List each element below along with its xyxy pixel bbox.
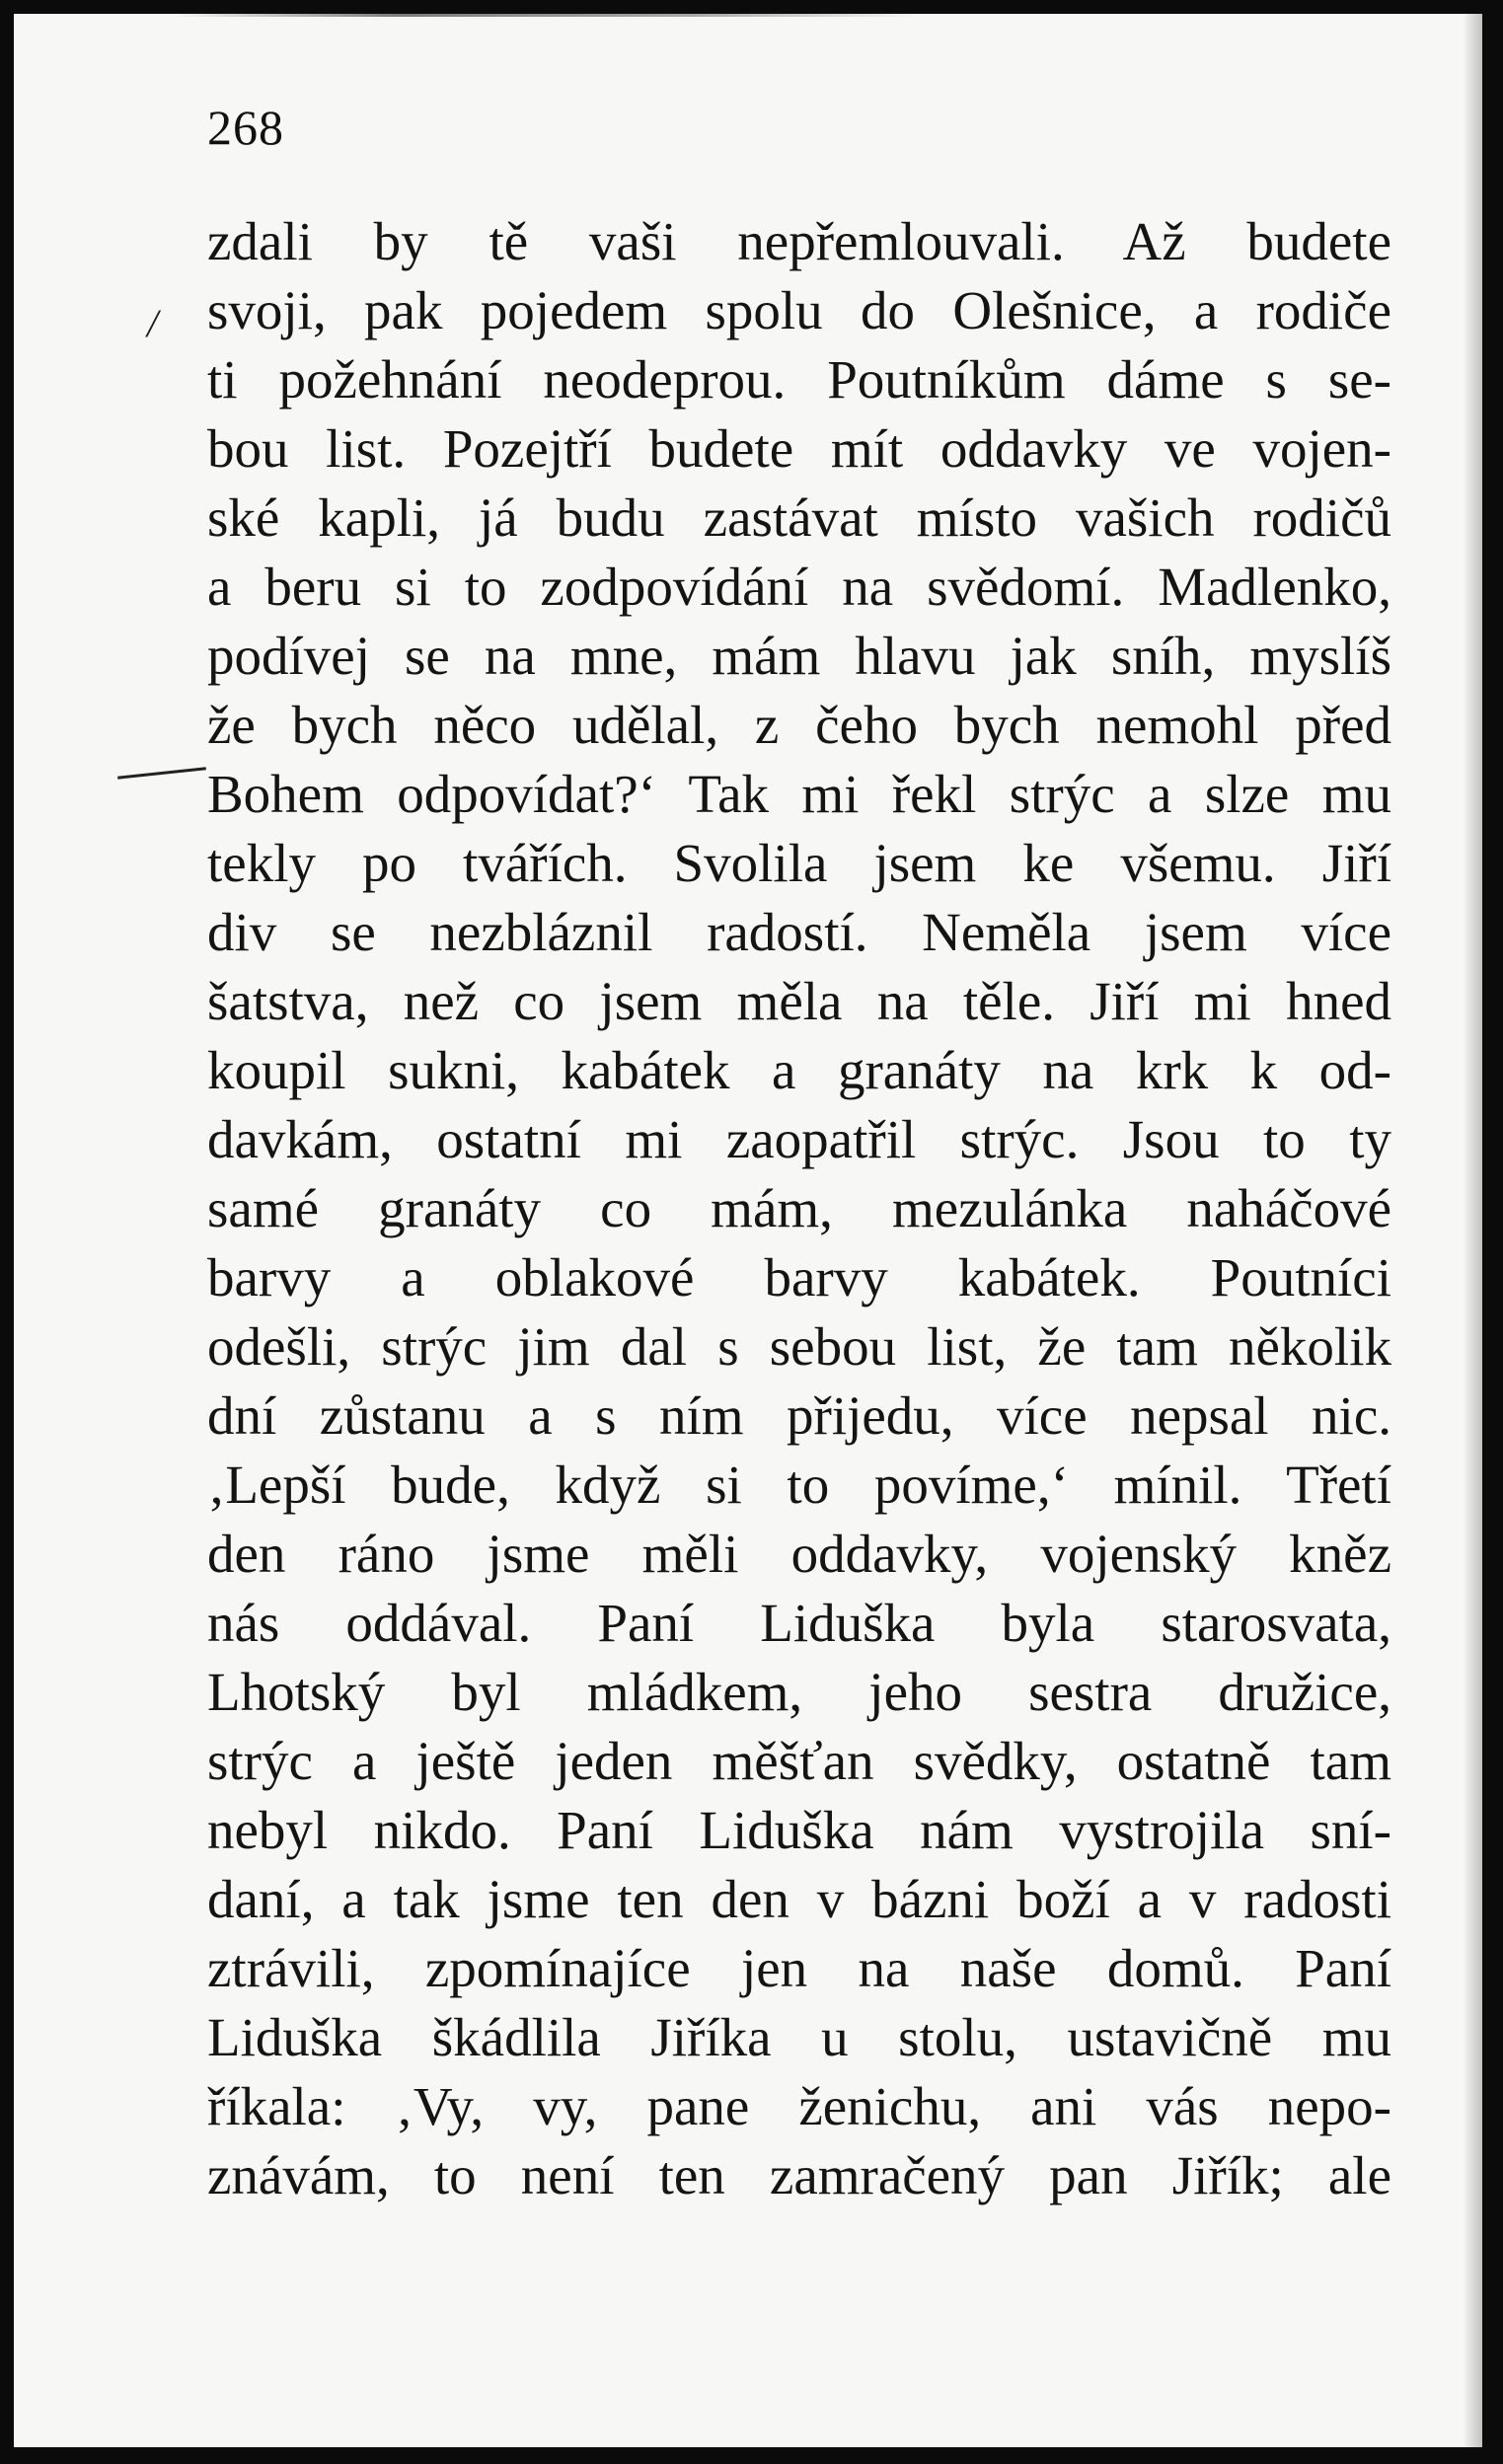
- text-line: že bych něco udělal, z čeho bych nemohl před: [207, 695, 1391, 755]
- text-line: samé granáty co mám, mezulánka naháčové: [207, 1178, 1391, 1238]
- text-line: Liduška škádlila Jiříka u stolu, ustavičně mu: [207, 2007, 1391, 2067]
- margin-pencil-mark: /: [147, 301, 159, 345]
- text-line: den ráno jsme měli oddavky, vojenský kněz: [207, 1524, 1391, 1584]
- text-line: barvy a oblakové barvy kabátek. Poutníci: [207, 1247, 1391, 1307]
- text-line: a beru si to zodpovídání na svědomí. Madlenko,: [207, 557, 1391, 617]
- text-line: ti požehnání neodeprou. Poutníkům dáme s se-: [207, 349, 1391, 410]
- text-line: šatstva, než co jsem měla na těle. Jiří mi hned: [207, 971, 1391, 1031]
- text-line: nás oddával. Paní Liduška byla starosvata,: [207, 1593, 1391, 1653]
- text-line: koupil sukni, kabátek a granáty na krk k od-: [207, 1040, 1391, 1100]
- text-line: podívej se na mne, mám hlavu jak sníh, myslíš: [207, 626, 1391, 686]
- text-line: dní zůstanu a s ním přijedu, více nepsal nic.: [207, 1385, 1391, 1446]
- text-line: div se nezbláznil radostí. Neměla jsem více: [207, 902, 1391, 962]
- text-line: Bohem odpovídat?‘ Tak mi řekl strýc a slze mu: [207, 764, 1391, 824]
- text-line: ‚Lepší bude, když si to povíme,‘ mínil. Třetí: [207, 1455, 1391, 1515]
- text-line: davkám, ostatní mi zaopatřil strýc. Jsou to ty: [207, 1109, 1391, 1169]
- text-line: ztrávili, zpomínajíce jen na naše domů. Paní: [207, 1938, 1391, 1998]
- text-line: ské kapli, já budu zastávat místo vašich rodičů: [207, 487, 1391, 548]
- text-line: strýc a ještě jeden měšťan svědky, ostatně tam: [207, 1731, 1391, 1791]
- page-number: 268: [207, 100, 284, 155]
- text-line: odešli, strýc jim dal s sebou list, že tam několik: [207, 1316, 1391, 1377]
- text-line: svoji, pak pojedem spolu do Olešnice, a rodiče: [207, 280, 1391, 340]
- margin-pencil-dash: [117, 767, 206, 779]
- page-top-edge: [172, 14, 922, 17]
- text-line: Lhotský byl mládkem, jeho sestra družice,: [207, 1662, 1391, 1722]
- page-right-edge-shadow: [1463, 14, 1482, 2447]
- text-line: znávám, to není ten zamračený pan Jiřík; ale: [207, 2145, 1391, 2205]
- book-page: [14, 14, 1482, 2447]
- body-text: [207, 207, 1391, 2210]
- text-line: bou list. Pozejtří budete mít oddavky ve vojen-: [207, 418, 1391, 479]
- text-line: říkala: ‚Vy, vy, pane ženichu, ani vás nepo-: [207, 2076, 1391, 2136]
- text-line: zdali by tě vaši nepřemlouvali. Až budete: [207, 211, 1391, 271]
- text-line: daní, a tak jsme ten den v bázni boží a v radosti: [207, 1869, 1391, 1929]
- text-line: nebyl nikdo. Paní Liduška nám vystrojila sní-: [207, 1800, 1391, 1860]
- text-line: tekly po tvářích. Svolila jsem ke všemu. Jiří: [207, 833, 1391, 893]
